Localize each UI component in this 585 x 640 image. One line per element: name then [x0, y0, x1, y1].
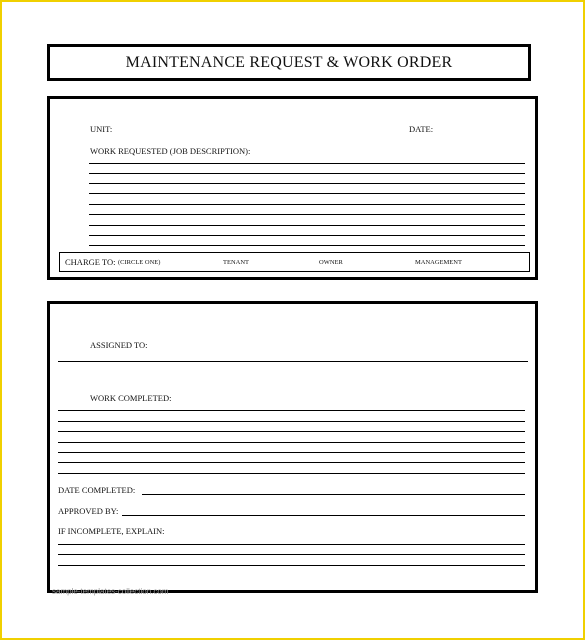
if-incomplete-line[interactable] — [58, 554, 525, 555]
work-completed-line[interactable] — [58, 452, 525, 453]
charge-to-label: CHARGE TO: — [65, 257, 116, 267]
watermark-text: sample-templates-collection.com — [52, 587, 169, 596]
work-requested-line[interactable] — [89, 225, 525, 226]
work-requested-line[interactable] — [89, 235, 525, 236]
option-management[interactable]: MANAGEMENT — [415, 259, 462, 266]
work-completed-line[interactable] — [58, 410, 525, 411]
if-incomplete-label: IF INCOMPLETE, EXPLAIN: — [58, 526, 165, 536]
completion-section — [47, 301, 538, 593]
work-requested-line[interactable] — [89, 214, 525, 215]
assigned-to-line[interactable] — [58, 361, 528, 362]
unit-label: UNIT: — [90, 124, 113, 134]
date-completed-line[interactable] — [142, 494, 525, 495]
work-completed-line[interactable] — [58, 431, 525, 432]
charge-to-box — [59, 252, 530, 272]
work-completed-label: WORK COMPLETED: — [90, 393, 172, 403]
date-label: DATE: — [409, 124, 434, 134]
work-requested-label: WORK REQUESTED (JOB DESCRIPTION): — [90, 146, 251, 156]
approved-by-label: APPROVED BY: — [58, 506, 119, 516]
if-incomplete-line[interactable] — [58, 544, 525, 545]
work-requested-line[interactable] — [89, 173, 525, 174]
date-completed-label: DATE COMPLETED: — [58, 485, 136, 495]
assigned-to-label: ASSIGNED TO: — [90, 340, 148, 350]
if-incomplete-line[interactable] — [58, 565, 525, 566]
form-title: MAINTENANCE REQUEST & WORK ORDER — [125, 53, 453, 71]
work-requested-line[interactable] — [89, 183, 525, 184]
work-requested-line[interactable] — [89, 193, 525, 194]
work-requested-line[interactable] — [89, 245, 525, 246]
approved-by-line[interactable] — [122, 515, 525, 516]
request-section — [47, 96, 538, 280]
form-title-box — [47, 44, 531, 81]
circle-one-label: (CIRCLE ONE) — [118, 259, 161, 266]
work-completed-line[interactable] — [58, 442, 525, 443]
work-completed-line[interactable] — [58, 462, 525, 463]
option-tenant[interactable]: TENANT — [223, 259, 249, 266]
option-owner[interactable]: OWNER — [319, 259, 343, 266]
work-requested-line[interactable] — [89, 163, 525, 164]
work-completed-line[interactable] — [58, 473, 525, 474]
work-completed-line[interactable] — [58, 421, 525, 422]
work-requested-line[interactable] — [89, 204, 525, 205]
